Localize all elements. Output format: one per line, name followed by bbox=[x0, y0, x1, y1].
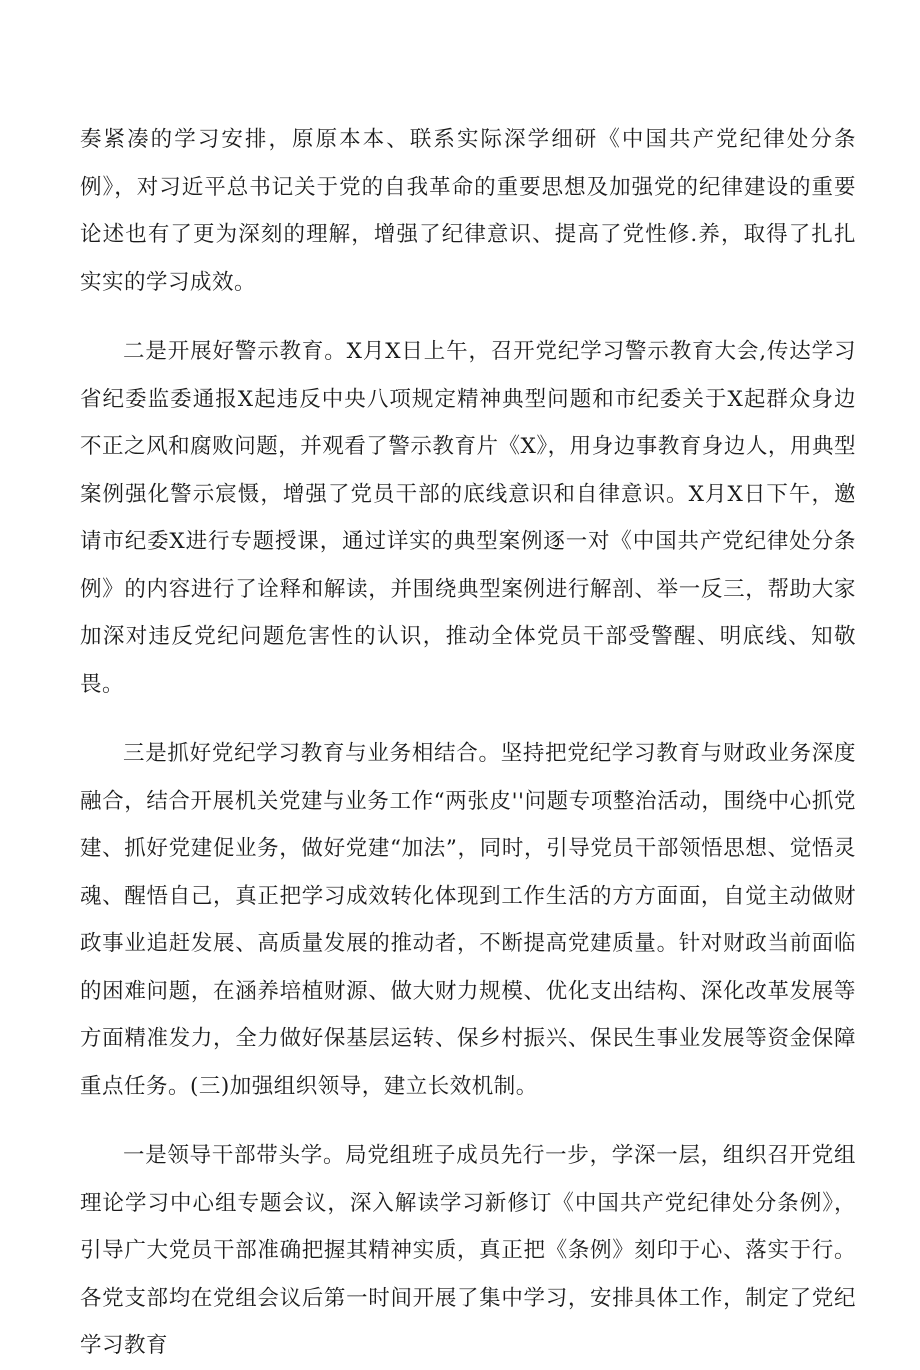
paragraph-leaders-take-lead: 一是领导干部带头学。局党组班子成员先行一步，学深一层，组织召开党组理论学习中心组专题会议，深入解读学习新修订《中国共产党纪律处分条例》，引导广大党员干部准确把握其精神实质，真正把《条例》刻印于心、落实于行。各党支部均在党组会议后第一时间开展了集中学习，安排具体工作，制定了党纪学习教育 bbox=[80, 1143, 856, 1358]
paragraph-continued-study-results: 奏紧凑的学习安排，原原本本、联系实际深学细研《中国共产党纪律处分条例》，对习近平总书记关于党的自我革命的重要思想及加强党的纪律建设的重要论述也有了更为深刻的理解，增强了纪律意识、提高了党性修.养，取得了扎扎实实的学习成效。 bbox=[80, 127, 856, 295]
document-body bbox=[80, 116, 856, 1370]
paragraph-study-business-integration: 三是抓好党纪学习教育与业务相结合。坚持把党纪学习教育与财政业务深度融合，结合开展机关党建与业务工作“两张皮''问题专项整治活动，围绕中心抓党建、抓好党建促业务，做好党建“加法”，同时，引导党员干部领悟思想、觉悟灵魂、醒悟自己，真正把学习成效转化体现到工作生活的方方面面，自觉主动做财政事业追赶发展、高质量发展的推动者，不断提高党建质量。针对财政当前面临的困难问题，在涵养培植财源、做大财力规模、优化支出结构、深化改革发展等方面精准发力，全力做好保基层运转、保乡村振兴、保民生事业发展等资金保障重点任务。(三)加强组织领导，建立长效机制。 bbox=[80, 741, 856, 1099]
paragraph-warning-education: 二是开展好警示教育。X月X日上午，召开党纪学习警示教育大会,传达学习省纪委监委通报X起违反中央八项规定精神典型问题和市纪委关于X起群众身边不正之风和腐败问题，并观看了警示教育片《X》，用身边事教育身边人，用典型案例强化警示宸慑，增强了党员干部的底线意识和自律意识。X月X日下午，邀请市纪委X进行专题授课，通过详实的典型案例逐一对《中国共产党纪律处分条例》的内容进行了诠释和解读，并围绕典型案例进行解剖、举一反三，帮助大家加深对违反党纪问题危害性的认识，推动全体党员干部受警醒、明底线、知敬畏。 bbox=[80, 339, 856, 697]
